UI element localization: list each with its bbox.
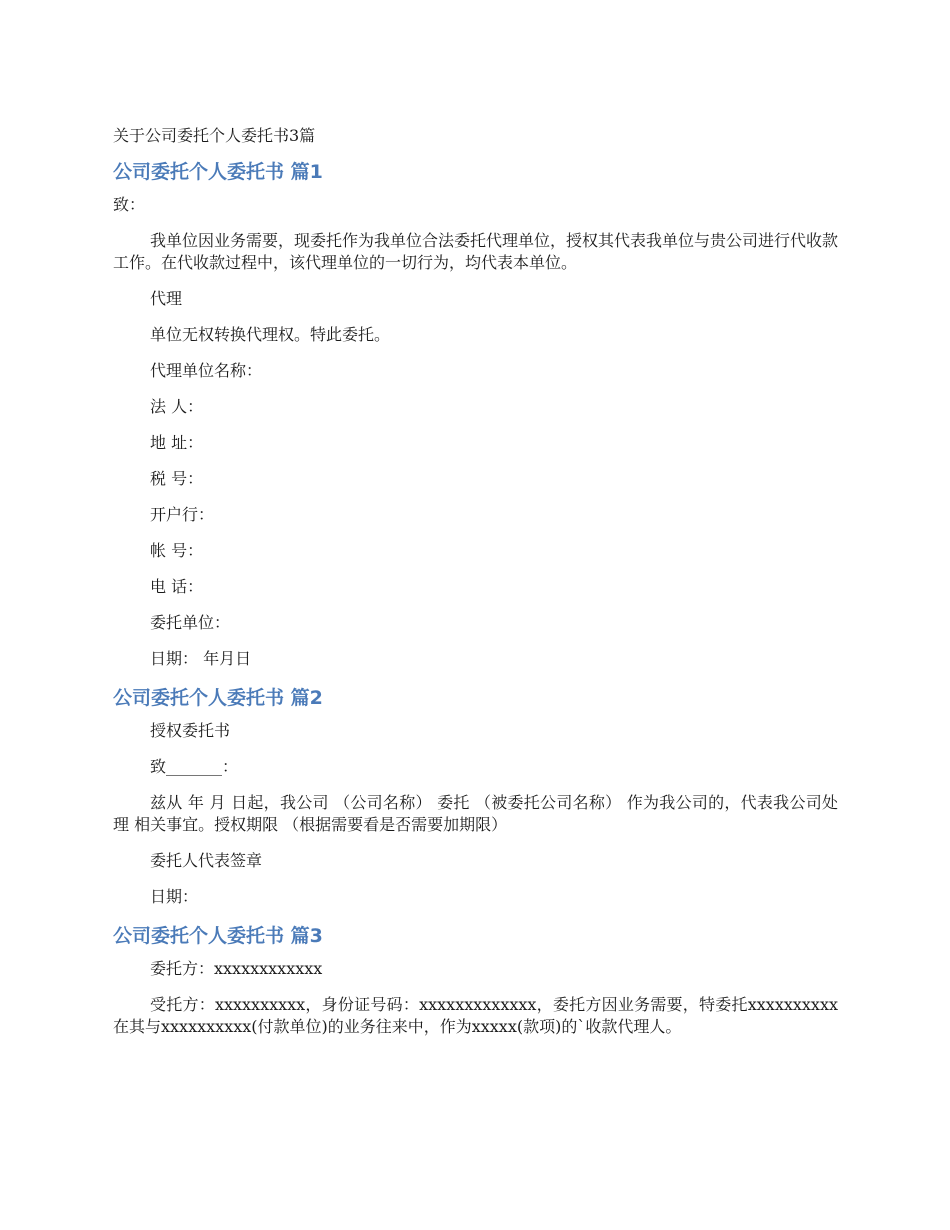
- section-1: [113, 158, 838, 670]
- section-1-field-address: 地 址：: [150, 433, 204, 452]
- section-2-title: 授权委托书: [150, 721, 231, 740]
- section-1-body: 我单位因业务需要，现委托作为我单位合法委托代理单位，授权其代表我单位与贵公司进行代收款工作。在代收款过程中，该代理单位的一切行为，均代表本单位。: [113, 231, 839, 272]
- section-1-field-principal: 委托单位：: [150, 613, 231, 632]
- document-title: 关于公司委托个人委托书3篇: [113, 126, 316, 145]
- section-1-line-no-transfer: 单位无权转换代理权。特此委托。: [150, 325, 391, 344]
- section-2: [113, 684, 838, 908]
- section-1-heading: 公司委托个人委托书 篇1: [113, 161, 323, 183]
- section-2-date: 日期：: [150, 887, 199, 906]
- document-page: [113, 122, 838, 1052]
- section-1-field-account: 帐 号：: [150, 541, 204, 560]
- section-3-principal: 委托方：xxxxxxxxxxxx: [150, 959, 323, 978]
- section-2-signature: 委托人代表签章: [150, 851, 263, 870]
- section-3-body: 受托方：xxxxxxxxxx，身份证号码：xxxxxxxxxxxxx，委托方因业务需要，特委托xxxxxxxxxx在其与xxxxxxxxxx(付款单位)的业务往来中，作为xxxxx(款项)的`收款代理人。: [113, 995, 838, 1036]
- section-2-body: 兹从 年 月 日起，我公司 （公司名称） 委托 （被委托公司名称） 作为我公司的，代表我公司处理 相关事宜。授权期限 （根据需要看是否需要加期限）: [113, 793, 838, 834]
- section-1-field-bank: 开户行：: [150, 505, 215, 524]
- section-2-salutation: 致_______：: [150, 757, 239, 776]
- section-1-field-agent-name: 代理单位名称：: [150, 361, 263, 380]
- section-1-field-date: 日期： 年月日: [150, 649, 252, 668]
- section-1-salutation: 致：: [113, 195, 146, 214]
- section-1-field-legal-person: 法 人：: [150, 397, 204, 416]
- section-1-field-tax-id: 税 号：: [150, 469, 204, 488]
- section-3: [113, 922, 838, 1038]
- section-3-heading: 公司委托个人委托书 篇3: [113, 925, 323, 947]
- section-1-line-agent: 代理: [150, 289, 183, 308]
- section-2-heading: 公司委托个人委托书 篇2: [113, 687, 323, 709]
- section-1-field-phone: 电 话：: [150, 577, 204, 596]
